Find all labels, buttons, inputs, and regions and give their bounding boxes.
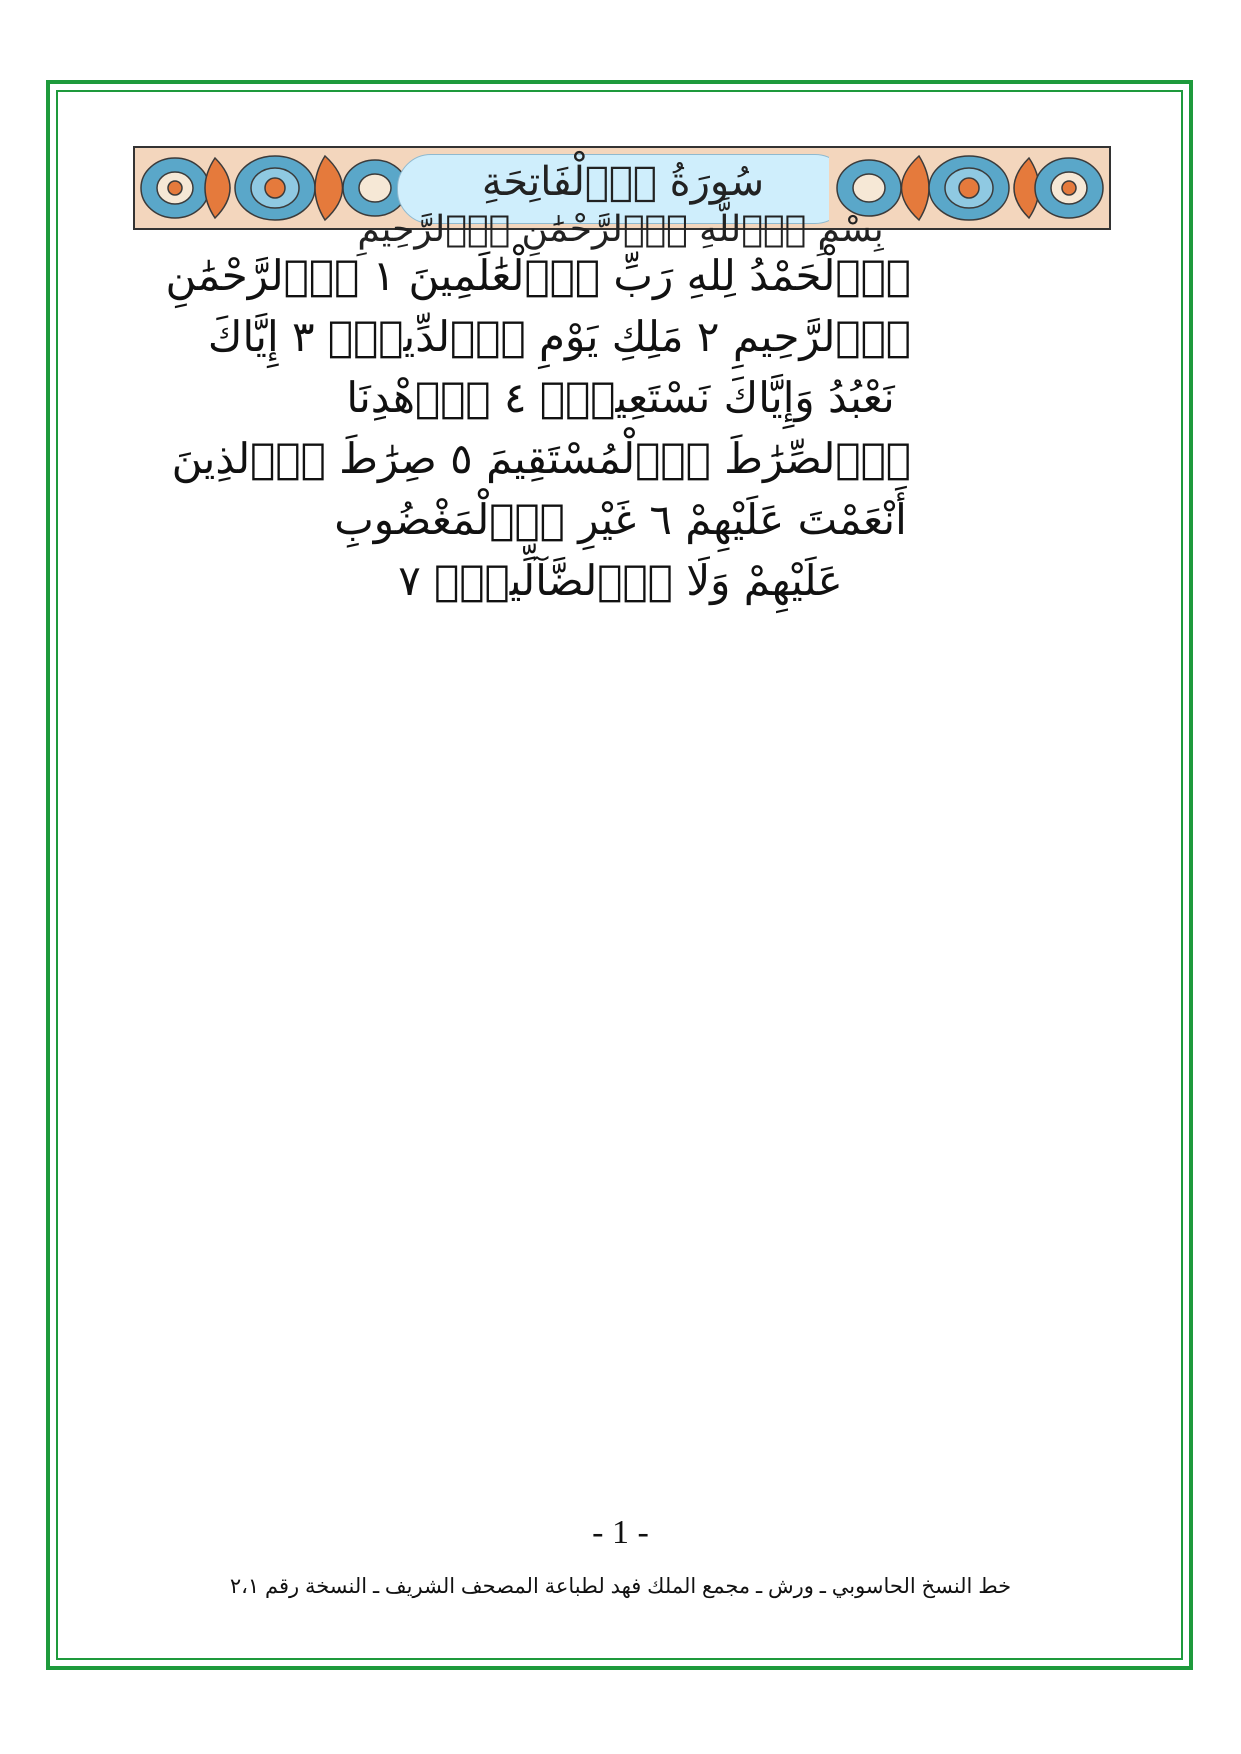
verse-line: نَعْبُدُ وَإِيَّاكَ نَسْتَعِينُۖ ٤ اُ۪هْدِنَا (346, 373, 895, 422)
verses-block (165, 245, 911, 611)
verse-line: اِ۬لْحَمْدُ لِلهِ رَبِّ اِ۬لْعَٰلَمِينَ ١ اَ۬لرَّحْمَٰنِ (165, 251, 911, 300)
footer-caption: خط النسخ الحاسوبي ـ ورش ـ مجمع الملك فهد لطباعة المصحف الشريف ـ النسخة رقم ٢،١ (229, 1575, 1012, 1598)
verse-line: عَلَيْهِمْ وَلَا اَ۬لضَّآلِّينَۖ ٧ (398, 556, 843, 605)
page-number: - 1 - (592, 1514, 649, 1551)
verse-line: اِ۬لرَّحِيمِ ٢ مَلِكِ يَوْمِ اِ۬لدِّينِۖ ٣ إِيَّاكَ (207, 312, 911, 361)
surah-title: سُورَةُ اُ۬لْفَاتِحَةِ (481, 159, 765, 205)
verse-line: أَنْعَمْتَ عَلَيْهِمْ ٦ غَيْرِ اِ۬لْمَغْضُوبِ (334, 495, 907, 544)
basmala-line: بِسْمِ اِ۬للَّهِ اِ۬لرَّحْمَٰنِ اِ۬لرَّحِيمِ (357, 209, 884, 250)
verse-line: اَ۬لصِّرَٰطَ اَ۬لْمُسْتَقِيمَ ٥ صِرَٰطَ اَ۬لذِينَ (171, 434, 911, 483)
